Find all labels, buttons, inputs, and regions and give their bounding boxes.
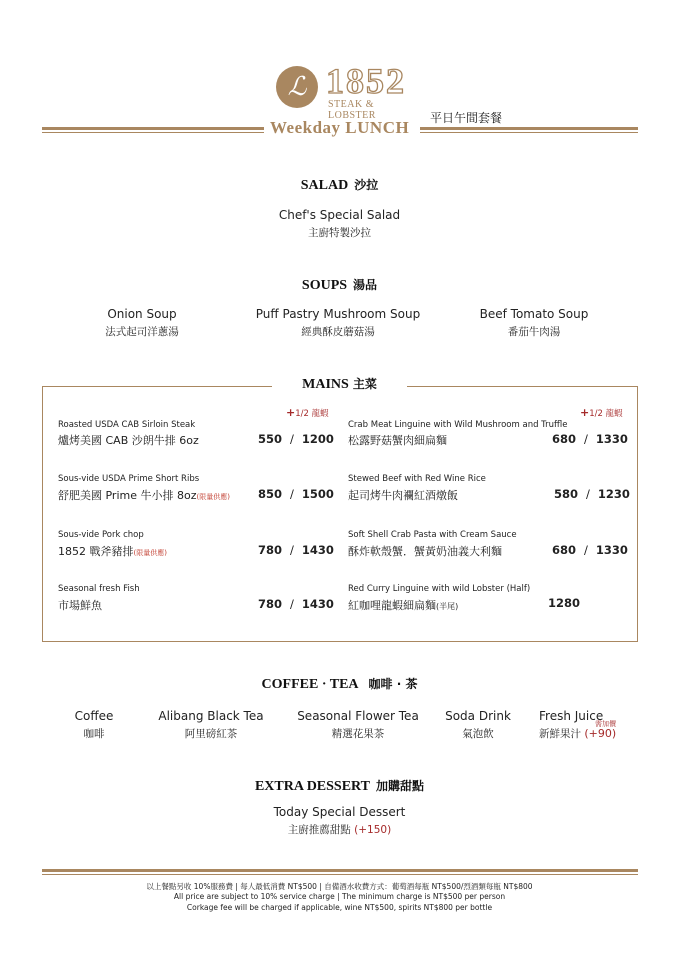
- main-item-en: Red Curry Linguine with wild Lobster (Half): [348, 584, 531, 594]
- drink-item: [146, 709, 276, 741]
- main-item-en: Seasonal fresh Fish: [58, 584, 140, 594]
- extra-charge-label: 需加價: [595, 720, 616, 728]
- main-item-price: 780 / 1430: [258, 597, 334, 611]
- soup-item-zh: 番茄牛肉湯: [507, 326, 561, 338]
- main-item-zh: 紅咖哩龍蝦細扁麵(半尾): [348, 599, 459, 612]
- half-lobster-label: 1/2 龍蝦: [589, 409, 623, 419]
- main-item-price: 580 / 1230: [554, 487, 630, 501]
- soup-item: [238, 307, 438, 339]
- half-lobster-tag: [286, 406, 329, 419]
- salad-item: [0, 208, 679, 240]
- logo-subtitle: STEAK & LOBSTER: [328, 99, 376, 121]
- main-item-price: 850 / 1500: [258, 487, 334, 501]
- soups-heading: [0, 276, 679, 294]
- main-item-en: Sous-vide USDA Prime Short Ribs: [58, 474, 200, 484]
- soup-item: [454, 307, 614, 339]
- soups-title: SOUPS: [301, 278, 348, 293]
- header-rule-left-thin: [42, 132, 264, 133]
- menu-subtitle-zh: 平日午間套餐: [430, 111, 503, 125]
- dessert-item-en: Today Special Dessert: [273, 805, 406, 819]
- mains-title: MAINS: [302, 377, 349, 392]
- coffee-tea-title-zh: 咖啡 · 茶: [368, 677, 418, 691]
- drink-item: [438, 709, 518, 741]
- main-item-zh: 爐烤美國 CAB 沙朗牛排 6oz: [58, 434, 199, 447]
- drink-item-zh: 氣泡飲: [462, 728, 494, 740]
- main-item-zh: 1852 戰斧豬排(限量供應): [58, 545, 167, 558]
- footer-line-zh: 以上餐點另收 10%服務費 | 每人最低消費 NT$500 | 自備酒水收費方式：葡萄酒每瓶 NT$500/烈酒類每瓶 NT$800: [146, 882, 533, 891]
- half-note: (半尾): [436, 602, 459, 611]
- soup-item-en: Beef Tomato Soup: [479, 307, 589, 321]
- drink-item: [54, 709, 134, 741]
- main-item-en: Soft Shell Crab Pasta with Cream Sauce: [348, 530, 517, 540]
- main-item-en: Roasted USDA CAB Sirloin Steak: [58, 420, 196, 430]
- header-rule-right: [420, 127, 638, 130]
- dessert-item: [0, 805, 679, 837]
- mains-heading: [272, 375, 407, 393]
- footer-rule-thin: [42, 874, 638, 875]
- footer-line-en: Corkage fee will be charged if applicable, wine NT$500, spirits NT$800 per bottle: [186, 903, 493, 912]
- soup-item-en: Onion Soup: [107, 307, 177, 321]
- drink-item-en: Fresh Juice: [539, 709, 604, 723]
- salad-item-zh: 主廚特製沙拉: [308, 227, 371, 239]
- drink-item-zh: 精選花果茶: [331, 728, 385, 740]
- drink-item-en: Alibang Black Tea: [158, 709, 264, 723]
- plus-icon: +: [580, 406, 590, 419]
- header-rule-right-thin: [420, 132, 638, 133]
- coffee-tea-heading: [0, 675, 679, 693]
- salad-heading: [0, 176, 679, 194]
- soup-item: [62, 307, 222, 339]
- plus-icon: +: [286, 406, 296, 419]
- extra-price: (+90): [584, 727, 617, 740]
- dessert-title-zh: 加購甜點: [376, 779, 425, 793]
- drink-item-en: Coffee: [74, 709, 114, 723]
- main-item-price: 780 / 1430: [258, 543, 334, 557]
- dessert-item-zh: 主廚推薦甜點 (+150): [287, 824, 392, 836]
- half-lobster-label: 1/2 龍蝦: [295, 409, 329, 419]
- main-item-zh: 松露野菇蟹肉細扁麵: [348, 434, 447, 447]
- main-item-en: Crab Meat Linguine with Wild Mushroom and Truffle: [348, 420, 568, 430]
- restaurant-logo: [268, 61, 418, 121]
- limited-note: (限量供應): [133, 549, 167, 557]
- drink-item-zh: 阿里磅紅茶: [184, 728, 238, 740]
- drink-item-zh: 新鮮果汁 (+90): [539, 727, 617, 740]
- header-rule-left: [42, 127, 264, 130]
- extra-price: (+150): [354, 824, 392, 836]
- drink-item-en: Soda Drink: [445, 709, 511, 723]
- footer-line-en: All price are subject to 10% service charge | The minimum charge is NT$500 per person: [173, 892, 506, 901]
- limited-note: (限量供應): [196, 493, 230, 501]
- soup-item-zh: 經典酥皮蘑菇湯: [301, 326, 375, 338]
- main-item-price: 680 / 1330: [552, 543, 628, 557]
- coffee-tea-title: COFFEE · TEA: [261, 677, 359, 692]
- drink-item-zh: 咖啡: [83, 728, 105, 740]
- dessert-title: EXTRA DESSERT: [254, 779, 371, 794]
- main-item-zh: 市場鮮魚: [58, 599, 102, 612]
- main-item-price: 680 / 1330: [552, 432, 628, 446]
- main-item-en: Stewed Beef with Red Wine Rice: [348, 474, 486, 484]
- main-item-price: 1280: [548, 596, 581, 610]
- soup-item-en: Puff Pastry Mushroom Soup: [255, 307, 421, 321]
- mains-title-zh: 主菜: [352, 377, 377, 391]
- soup-item-zh: 法式起司洋蔥湯: [105, 326, 179, 338]
- drink-item: [288, 709, 428, 741]
- main-item-zh: 起司烤牛肉襴紅酒燉飯: [348, 489, 458, 502]
- drink-item-en: Seasonal Flower Tea: [297, 709, 419, 723]
- drink-item: [539, 709, 629, 741]
- main-item-zh: 舒肥美國 Prime 牛小排 8oz(限量供應): [58, 489, 230, 502]
- salad-title-zh: 沙拉: [354, 178, 379, 192]
- salad-title: SALAD: [300, 178, 349, 193]
- main-item-price: 550 / 1200: [258, 432, 334, 446]
- dessert-heading: [0, 777, 679, 795]
- menu-subtitle: Weekday LUNCH: [270, 118, 410, 137]
- main-item-en: Sous-vide Pork chop: [58, 530, 144, 540]
- half-lobster-tag: [580, 406, 623, 419]
- salad-item-en: Chef's Special Salad: [278, 208, 401, 222]
- soups-title-zh: 湯品: [353, 278, 378, 292]
- logo-monogram-icon: ℒ: [276, 66, 318, 108]
- footer-rule: [42, 869, 638, 872]
- logo-year: 1852: [326, 61, 406, 101]
- main-item-zh: 酥炸軟殼蟹．蟹黃奶油義大利麵: [348, 545, 502, 558]
